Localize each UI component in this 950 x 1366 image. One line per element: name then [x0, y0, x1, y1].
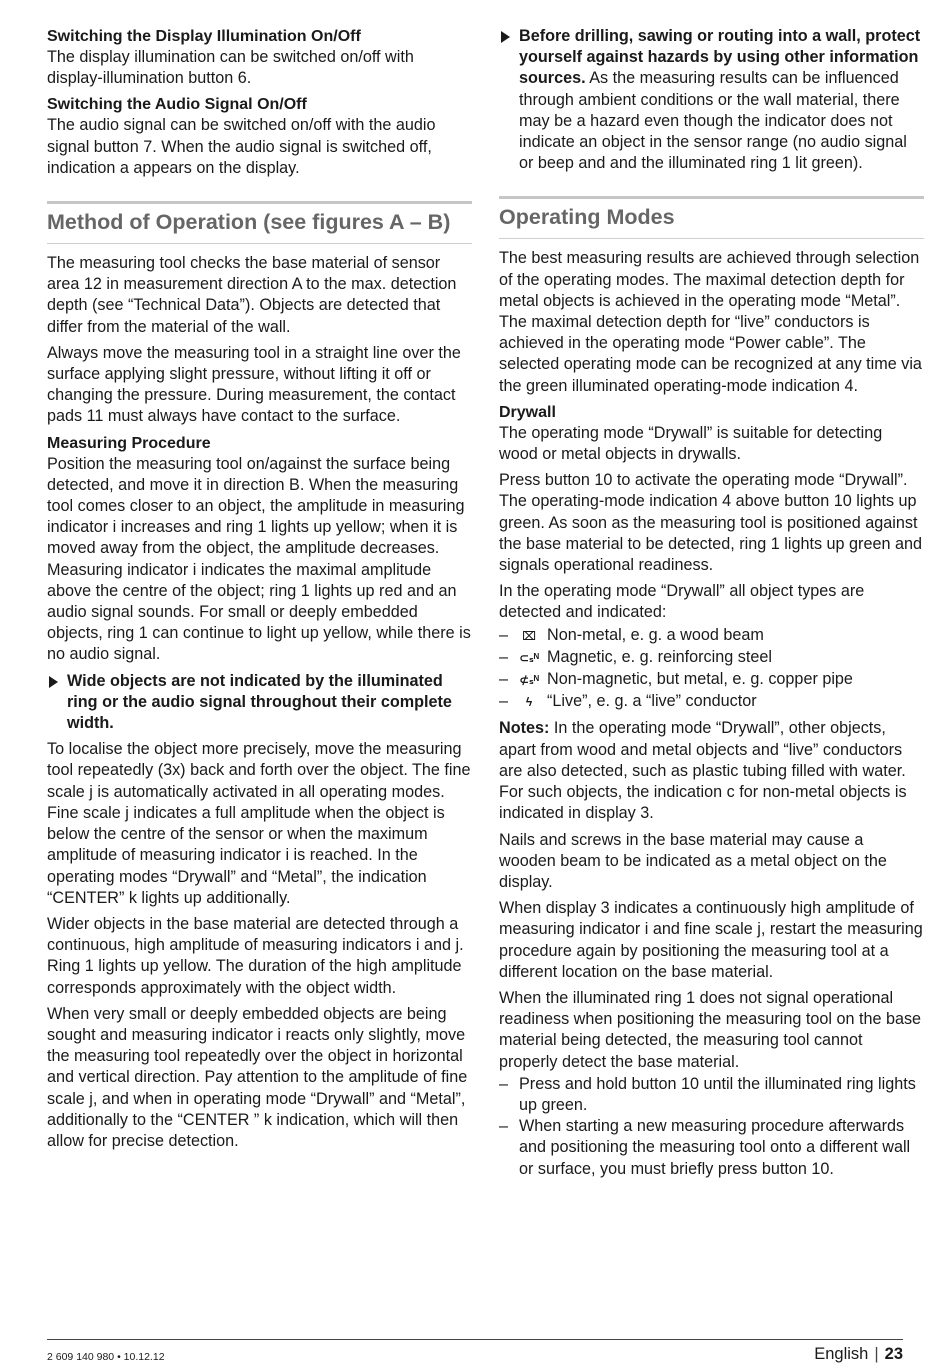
display-illumination-heading: Switching the Display Illumination On/Off: [47, 28, 361, 45]
triangle-bullet-icon: [501, 31, 510, 43]
section-divider: [47, 243, 472, 244]
live-wire-icon: ϟ: [525, 695, 533, 710]
triangle-bullet-icon: [49, 676, 58, 688]
magnetic-icon: ⊂ₛᴺ: [519, 650, 539, 665]
right-column: [499, 26, 924, 1185]
list-item: – ϟ “Live”, e. g. a “live” conductor: [499, 691, 924, 713]
wide-objects-warning: [47, 671, 472, 735]
drilling-warning: [499, 26, 924, 174]
non-metal-icon: ⌧: [522, 628, 536, 643]
page-footer: [47, 1339, 903, 1366]
language-label: English: [814, 1345, 869, 1363]
page-number: 23: [884, 1345, 903, 1363]
drywall-paragraph: When the illuminated ring 1 does not signal operational readiness when positioning the measuring tool on the base material being detected, the measuring tool cannot properly detect the base material.: [499, 988, 922, 1071]
drywall-paragraph: In the operating mode “Drywall” all object types are detected and indicated:: [499, 582, 865, 622]
procedure-paragraph: Position the measuring tool on/against the surface being detected, and move it in direction B. When the measuring tool comes closer to an object, the amplitude in measuring indicator i increases and ring 1 lights up yellow; when it is moved away from the object, the amplitude decreases. Measuring indicator i indicates the maximal amplitude above the centre of the object; ring 1 lights up red and an audio signal sounds. For small or deeply embedded objects, ring 1 can continue to light up yellow, while there is no audio signal.: [47, 454, 471, 664]
drywall-heading: Drywall: [499, 403, 556, 421]
list-item: – When starting a new measuring procedure afterwards and positioning the measuring tool onto a different wall or surface, you must briefly press button 10.: [499, 1117, 911, 1178]
left-column: [47, 26, 472, 1157]
warning-text: Wide objects are not indicated by the illuminated ring or the audio signal throughout their complete width.: [67, 671, 452, 733]
method-paragraph: Always move the measuring tool in a straight line over the surface applying slight pressure, without lifting it off or changing the pressure. During measurement, the contact pads 11 must always have contact to the surface.: [47, 343, 461, 426]
drilling-warning-text: As the measuring results can be influenced through ambient conditions or the wall material, there may be a hazard even though the indicator does not indicate an object in the sensor range (no audio signal or beep and and the illuminated ring 1 lit green).: [519, 69, 907, 173]
operating-modes-paragraph: The best measuring results are achieved through selection of the operating modes. The maximal detection depth for metal objects is achieved in the operating mode “Metal”. The maximal detection depth for “live” conductors is achieved in the operating mode “Power cable”. The selected operating mode can be recognized at any time via the green illuminated operating-mode indication 4.: [499, 249, 922, 395]
procedure-paragraph: When very small or deeply embedded objects are being sought and measuring indicator i reacts only slightly, move the measuring tool repeatedly over the object in horizontal and vertical direction. Pay attention to the amplitude of fine scale j, and when in operating mode “Drywall” and “Metal”, additionally to the “CENTER ” k indication, which will then allow for precise detection.: [47, 1004, 468, 1150]
audio-signal-text: The audio signal can be switched on/off with the audio signal button 7. When the audio signal is switched off, indication a appears on the display.: [47, 116, 436, 177]
list-item: – Press and hold button 10 until the illuminated ring lights up green.: [499, 1074, 916, 1114]
notes-paragraph: [499, 718, 924, 824]
steps-list: [499, 1074, 924, 1180]
document-code: 2 609 140 980 • 10.12.12: [47, 1351, 165, 1363]
notes-label: Notes:: [499, 719, 550, 738]
measuring-procedure-heading: Measuring Procedure: [47, 434, 211, 452]
notes-text: In the operating mode “Drywall”, other objects, apart from wood and metal objects and “live” conductors are also detected, such as plastic tubing filled with water. For such objects, the indication c for non-metal objects is indicated in display 3.: [499, 719, 907, 823]
method-paragraph: The measuring tool checks the base material of sensor area 12 in measurement direction A to the max. detection depth (see “Technical Data”). Objects are detected that differ from the material of the wall.: [47, 254, 457, 336]
drywall-paragraph: The operating mode “Drywall” is suitable for detecting wood or metal objects in drywalls.: [499, 423, 883, 464]
list-item: – ⊂ₛᴺ Magnetic, e. g. reinforcing steel: [499, 647, 924, 669]
list-item: – ⊄ₛᴺ Non-magnetic, but metal, e. g. copper pipe: [499, 669, 924, 691]
non-magnetic-icon: ⊄ₛᴺ: [519, 673, 539, 688]
drilling-warning-bold: Before drilling, sawing or routing into a wall, protect yourself against hazards by using other information sources.: [519, 27, 921, 88]
drywall-paragraph: When display 3 indicates a continuously high amplitude of measuring indicator i and fine scale j, restart the measuring procedure again by positioning the measuring tool at a different location on the base material.: [499, 899, 923, 981]
procedure-paragraph: Wider objects in the base material are detected through a continuous, high amplitude of measuring indicators i and j. Ring 1 lights up yellow. The duration of the high amplitude corresponds approximately with the object width.: [47, 914, 464, 997]
drywall-paragraph: Nails and screws in the base material may cause a wooden beam to be indicated as a metal object on the display.: [499, 830, 887, 891]
section-divider: [499, 238, 924, 239]
page-label: [814, 1345, 903, 1364]
operating-modes-title: Operating Modes: [499, 196, 924, 230]
object-types-list: [499, 625, 924, 714]
procedure-paragraph: To localise the object more precisely, move the measuring tool repeatedly (3x) back and forth over the object. The fine scale j is automatically activated in all operating modes. Fine scale j indicates a full amplitude when the object is below the centre of the sensor or when the maximum amplitude of measuring indicator i is reached. In the operating modes “Drywall” and “Metal”, the indication “CENTER” k lights up additionally.: [47, 740, 471, 907]
display-illumination-text: The display illumination can be switched on/off with display-illumination button 6.: [47, 48, 414, 88]
drywall-paragraph: Press button 10 to activate the operating mode “Drywall”. The operating-mode indication 4 above button 10 lights up green. As soon as the measuring tool is positioned against the base material to be detected, ring 1 lights up green and signals operational readiness.: [499, 471, 922, 575]
method-section-title: Method of Operation (see figures A – B): [47, 201, 472, 235]
separator: |: [874, 1345, 879, 1363]
audio-signal-heading: Switching the Audio Signal On/Off: [47, 96, 307, 114]
list-item: – ⌧ Non-metal, e. g. a wood beam: [499, 625, 924, 647]
